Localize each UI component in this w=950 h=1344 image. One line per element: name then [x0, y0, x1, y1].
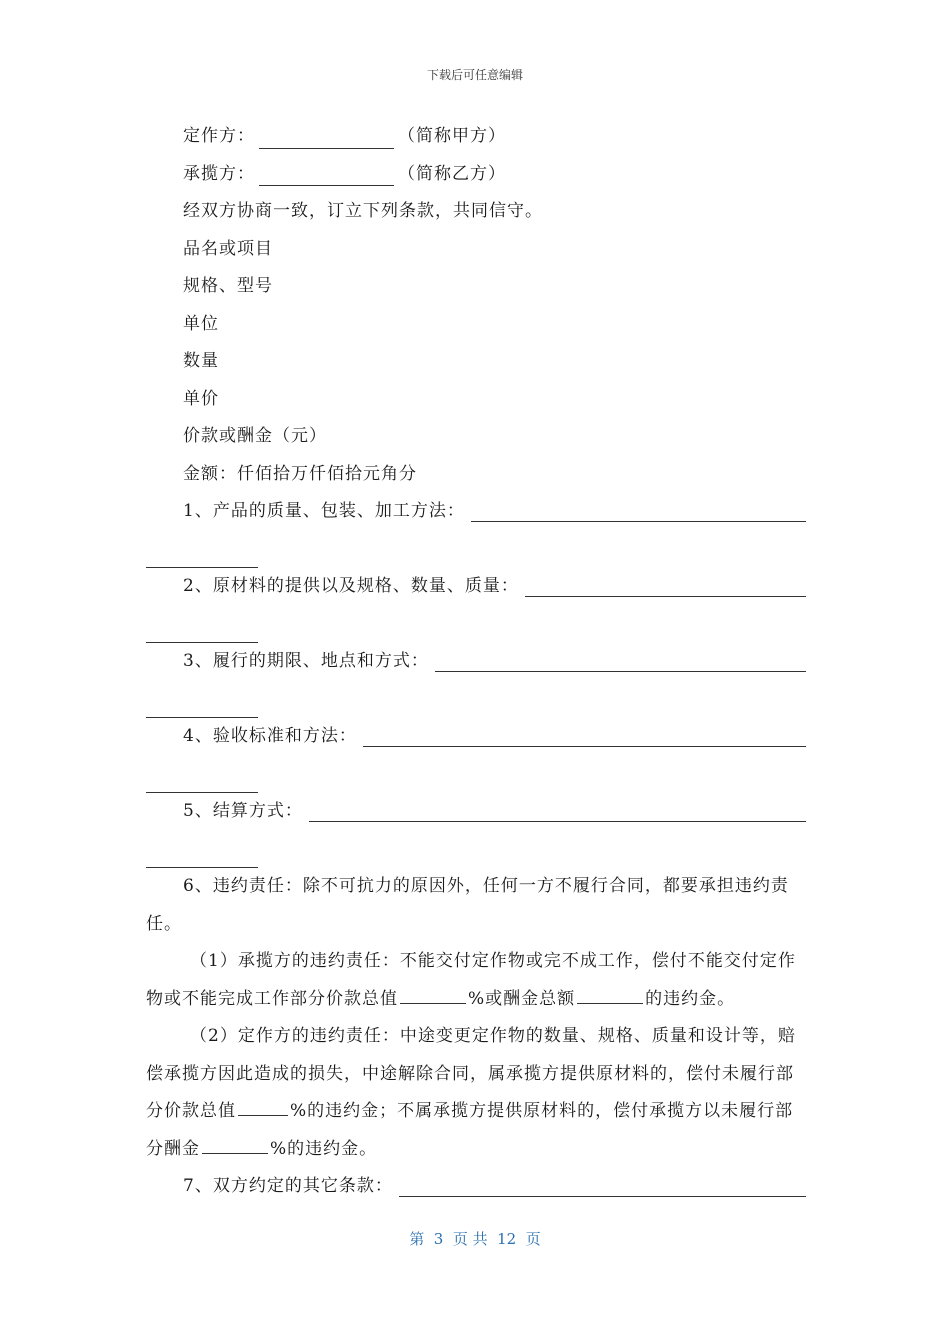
fill-line-continuation — [146, 681, 258, 719]
contract-body — [146, 118, 806, 1206]
fill-line-continuation — [146, 756, 258, 794]
clause-text: 的违约金。 — [645, 988, 736, 1009]
fill-line — [399, 1196, 806, 1197]
client-line — [146, 118, 806, 156]
clause-text: %或酬金总额 — [468, 988, 576, 1009]
item-line: 价款或酬金（元） — [183, 426, 327, 446]
contractor-line — [146, 156, 806, 194]
fill-line — [309, 821, 806, 822]
client-note: （简称甲方） — [398, 126, 506, 146]
clause-7 — [146, 1168, 806, 1206]
fill-line — [363, 746, 806, 747]
clause-label: 5、结算方式： — [183, 801, 303, 821]
fill-line-continuation — [146, 606, 258, 644]
clause-1 — [146, 493, 806, 531]
clause-2 — [146, 568, 806, 606]
clause-6-2 — [146, 1018, 806, 1168]
amount-blank — [577, 985, 643, 1004]
client-blank — [259, 126, 394, 149]
item-line: 金额：仟佰拾万仟佰拾元角分 — [183, 463, 417, 484]
clause-text: （1）承揽方的违约责任：不能交付定作物或完不成工作，偿付不能交付定作物或不能完成工作部分价款总值 — [146, 951, 796, 1009]
page-number: 第 3 页 共 12 页 — [409, 1230, 541, 1248]
item-line: 规格、型号 — [183, 276, 273, 296]
page-header: 下载后可任意编辑 — [426, 68, 523, 82]
contractor-blank — [259, 163, 394, 186]
clause-label: 7、双方约定的其它条款： — [183, 1176, 393, 1196]
fill-line — [435, 671, 806, 672]
fill-line-continuation — [146, 531, 258, 569]
client-label: 定作方： — [183, 126, 255, 146]
clause-text: %的违约金；不属承揽方提供原材料的，偿付承揽方以未履行部分酬金 — [146, 1101, 794, 1159]
clause-6-1 — [146, 943, 806, 1018]
clause-4 — [146, 718, 806, 756]
item-line: 品名或项目 — [183, 238, 273, 259]
clause-text: %的违约金。 — [270, 1138, 378, 1159]
clause-6: 6、违约责任：除不可抗力的原因外，任何一方不履行合同，都要承担违约责任。 — [146, 876, 789, 934]
clause-5 — [146, 793, 806, 831]
percent-blank — [202, 1135, 268, 1154]
contractor-label: 承揽方： — [183, 163, 255, 184]
clause-label: 3、履行的期限、地点和方式： — [183, 651, 429, 671]
percent-blank — [238, 1097, 288, 1116]
clause-label: 2、原材料的提供以及规格、数量、质量： — [183, 576, 519, 596]
fill-line — [471, 521, 806, 522]
item-line: 数量 — [183, 351, 219, 371]
clause-label: 4、验收标准和方法： — [183, 726, 357, 746]
item-line: 单位 — [183, 313, 219, 334]
item-line: 单价 — [183, 388, 219, 409]
clause-label: 1、产品的质量、包装、加工方法： — [183, 501, 465, 521]
intro-text: 经双方协商一致，订立下列条款，共同信守。 — [183, 201, 543, 221]
fill-line-continuation — [146, 831, 258, 869]
percent-blank — [400, 985, 466, 1004]
fill-line — [525, 596, 806, 597]
clause-text: （2）定作方的违约责任：中途变更定作物的数量、规格、质量和设计等，赔偿承揽方因此造成的损失，中途解除合同，属承揽方提供原材料的，偿付未履行部分价款总值 — [146, 1026, 796, 1121]
clause-3 — [146, 643, 806, 681]
contractor-note: （简称乙方） — [398, 163, 506, 184]
